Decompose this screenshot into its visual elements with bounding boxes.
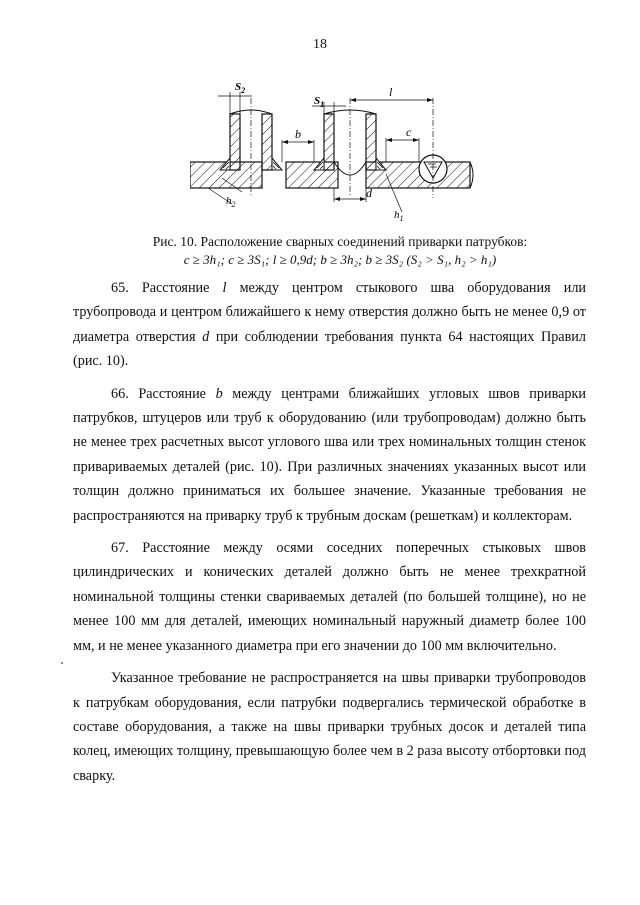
dimension-s1 <box>312 95 346 114</box>
dimension-d <box>334 186 373 202</box>
dimension-b <box>282 127 314 162</box>
svg-text:h2: $h_2$ <box>226 195 236 209</box>
caption-formula: c ≥ 3h₁; c ≥ 3S₁; l ≥ 0,9d; b ≥ 3h₂; b ≥ 3S₂ (S₂ > S₁, h₂ > h₁) <box>183 252 497 267</box>
svg-text:h1: $h_1$ <box>394 209 404 223</box>
dimension-s2 <box>218 81 252 114</box>
dimension-c <box>386 125 419 162</box>
caption-title: Рис. 10. Расположение сварных соединений приварки патрубков: <box>152 234 528 249</box>
figure-caption <box>60 233 620 269</box>
margin-mark <box>61 662 63 664</box>
paragraph-65: 65. Расстояние l между центром стыкового шва оборудования или трубопровода и центром ближайшего к нему отверстия должно быть не менее 0,9 от диаметра отверстия d при соблюдении требования пункта 64 настоящих Правил (рис. 10). <box>73 280 586 370</box>
svg-text:S2: $S_2$ <box>235 81 246 95</box>
svg-text:d: d <box>366 186 372 200</box>
paragraph-66: 66. Расстояние b между центрами ближайших угловых швов приварки патрубков, штуцеров или труб к оборудованию (или трубопроводам) должно быть не менее трех расчетных высот углового шва или трех номинальных толщин стенок привариваемых деталей (рис. 10). При различных значениях указанных высот или толщин должно приниматься их большее значение. Указанные требования не распространяются на приварку труб к трубным доскам (решеткам) и коллекторам. <box>73 385 586 524</box>
svg-text:l: l <box>389 85 393 99</box>
weld-diagram <box>190 78 480 228</box>
paragraph-68: Указанное требование не распространяется на швы приварки трубопроводов к патрубкам оборудования, если патрубки подвергались термической обработке в составе оборудования, а также на швы приварки трубных досок и деталей типа колец, имеющих толщину, превышающую более чем в 2 раза высоту отбортовки под сварку. <box>73 670 586 784</box>
paragraph-67: 67. Расстояние между осями соседних поперечных стыковых швов цилиндрических и конических деталей должно быть не менее трехкратной номинальной толщины стенки свариваемых деталей (по большей толщине), но не менее 100 мм для деталей, имеющих номинальный наружный диаметр более 100 мм, и не менее указанного диаметра при его значении до 100 мм включительно. <box>73 540 586 654</box>
dimension-l <box>350 85 433 102</box>
body-text <box>73 276 586 788</box>
weld-figure <box>190 78 480 228</box>
svg-text:b: b <box>295 127 301 141</box>
page-number: 18 <box>313 37 327 52</box>
svg-text:c: c <box>406 125 412 139</box>
svg-text:S1: $S_1$ <box>314 95 325 109</box>
